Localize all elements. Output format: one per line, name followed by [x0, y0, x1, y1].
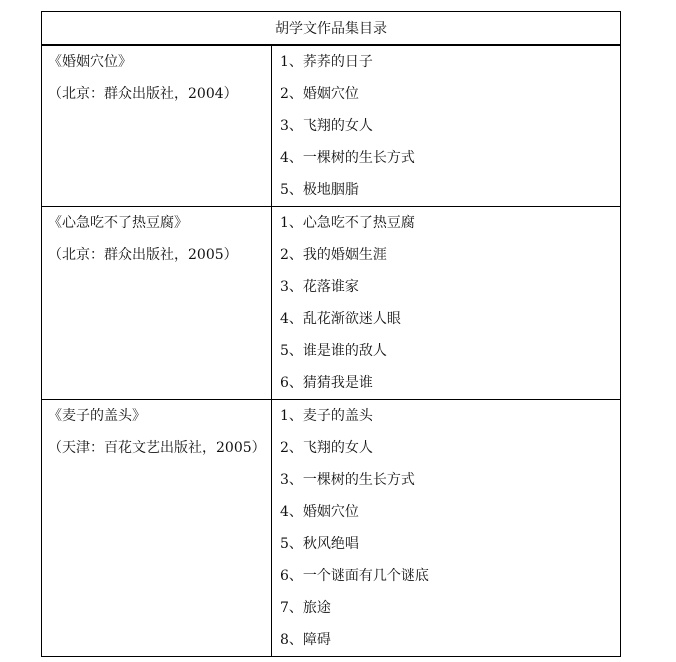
- list-item: 1、荞荞的日子: [280, 54, 373, 70]
- table-title: 胡学文作品集目录: [42, 12, 621, 46]
- book-info-cell: [42, 207, 272, 400]
- list-item: 7、旅途: [280, 600, 331, 616]
- publisher-info: （北京：群众出版社，2004）: [48, 86, 238, 102]
- list-item: 3、飞翔的女人: [280, 118, 373, 134]
- list-item: 6、猜猜我是谁: [280, 375, 373, 391]
- list-item: 6、一个谜面有几个谜底: [280, 568, 429, 584]
- list-item: 4、乱花渐欲迷人眼: [280, 311, 401, 327]
- book-row-1: [42, 45, 621, 207]
- list-item: 5、秋风绝唱: [280, 536, 359, 552]
- book-row-3: [42, 400, 621, 657]
- list-item: 4、一棵树的生长方式: [280, 150, 415, 166]
- contents-cell: [272, 45, 621, 207]
- book-title: 《麦子的盖头》: [48, 408, 146, 424]
- list-item: 8、障碍: [280, 632, 331, 648]
- title-row: [42, 12, 621, 46]
- publisher-info: （北京：群众出版社，2005）: [48, 247, 238, 263]
- catalog-table: [41, 11, 621, 657]
- list-item: 2、我的婚姻生涯: [280, 247, 387, 263]
- list-item: 3、花落谁家: [280, 279, 359, 295]
- list-item: 2、婚姻穴位: [280, 86, 359, 102]
- list-item: 2、飞翔的女人: [280, 440, 373, 456]
- list-item: 5、谁是谁的敌人: [280, 343, 387, 359]
- contents-cell: [272, 207, 621, 400]
- book-title: 《心急吃不了热豆腐》: [48, 215, 188, 231]
- list-item: 3、一棵树的生长方式: [280, 472, 415, 488]
- list-item: 5、极地胭脂: [280, 182, 359, 198]
- book-title: 《婚姻穴位》: [48, 54, 132, 70]
- list-item: 4、婚姻穴位: [280, 504, 359, 520]
- book-row-2: [42, 207, 621, 400]
- list-item: 1、心急吃不了热豆腐: [280, 215, 415, 231]
- contents-cell: [272, 400, 621, 657]
- publisher-info: （天津：百花文艺出版社，2005）: [48, 440, 266, 456]
- book-info-cell: [42, 45, 272, 207]
- book-info-cell: [42, 400, 272, 657]
- list-item: 1、麦子的盖头: [280, 408, 373, 424]
